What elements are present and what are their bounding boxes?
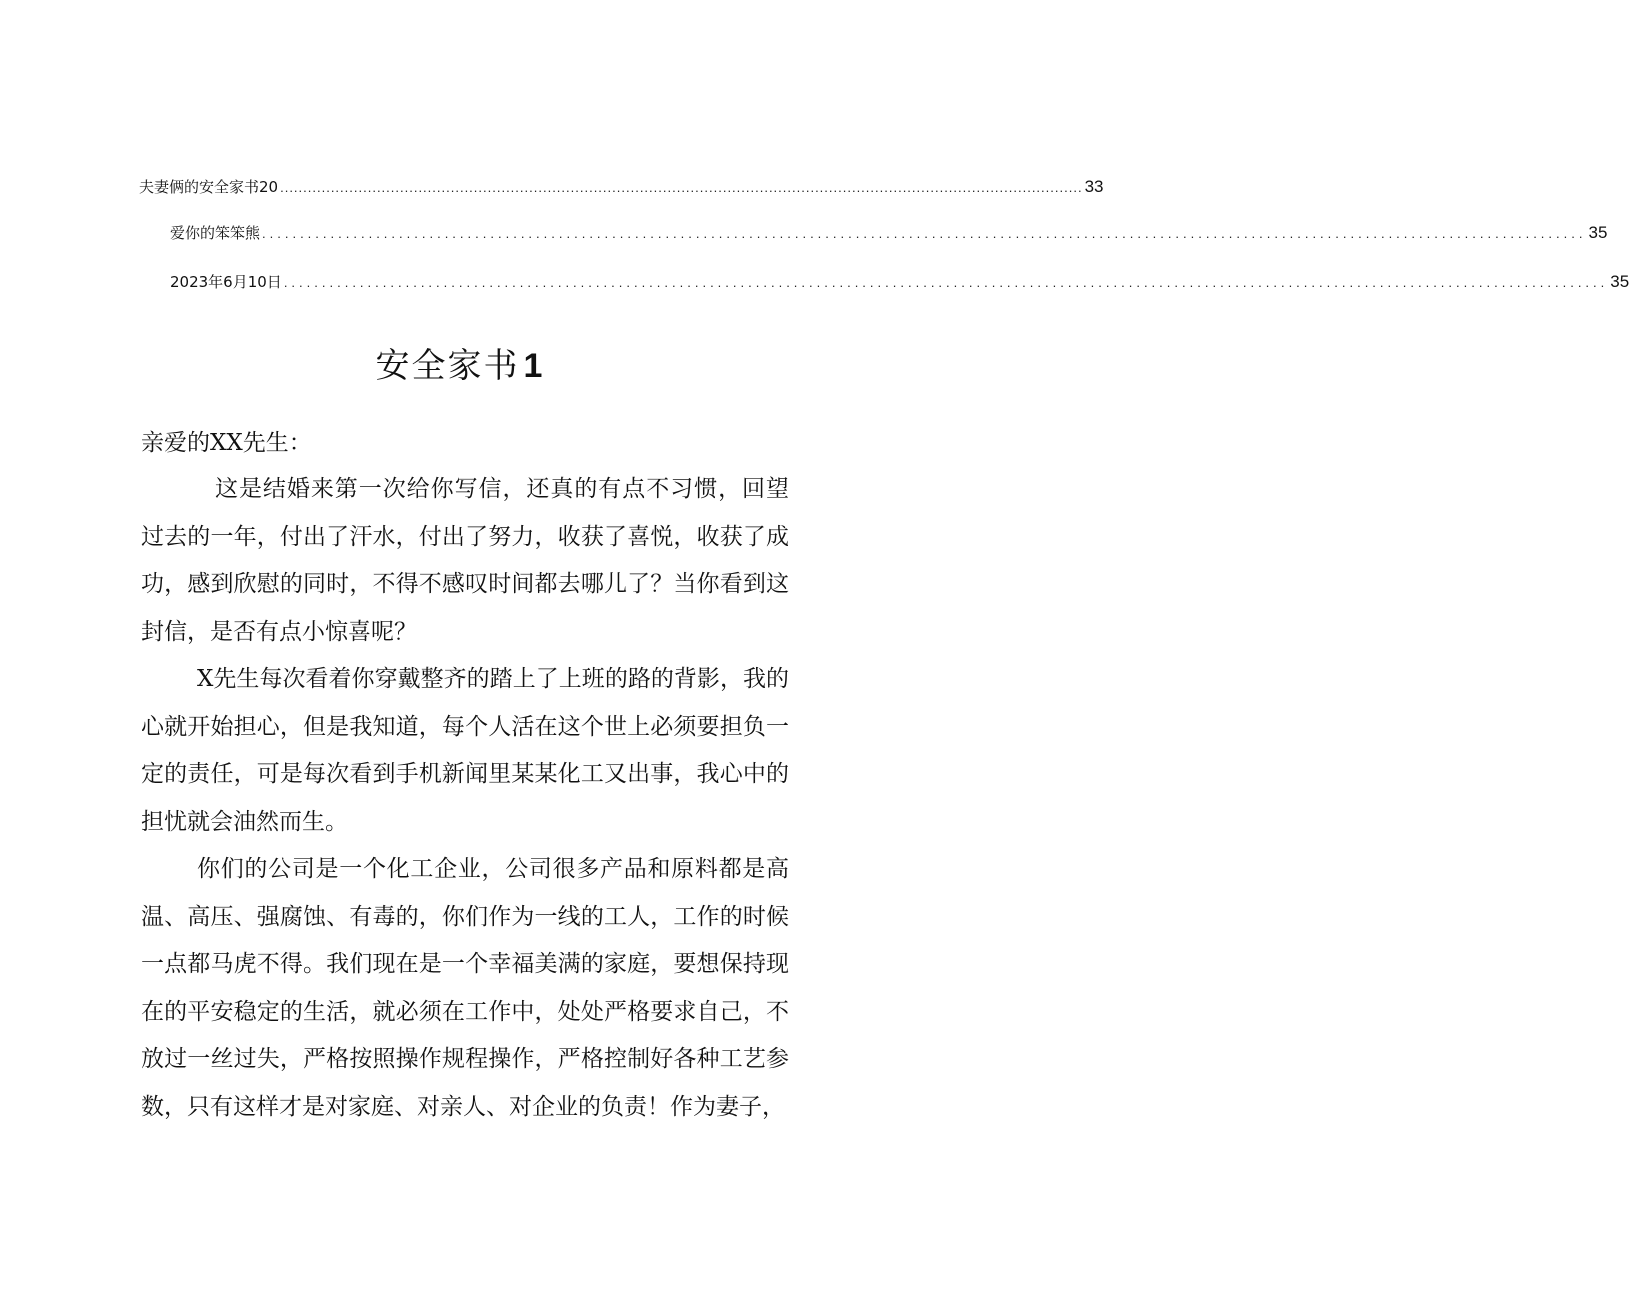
toc-leader-dots: ..............................................................................................................................................................................	[283, 275, 1609, 290]
toc-entry-page: 35	[1588, 223, 1608, 242]
toc-entry-label: 爱你的笨笨熊	[170, 224, 261, 242]
page-title	[0, 338, 920, 387]
title-text: 安全家书	[375, 346, 520, 386]
toc-entry-page: 33	[1084, 177, 1104, 196]
toc-leader-dots: ..............................................................................................................................................................................	[280, 180, 1083, 195]
letter-salutation: 亲爱的XX先生：	[141, 430, 312, 456]
letter-paragraph: 这是结婚来第一次给你写信，还真的有点不习惯，回望过去的一年，付出了汗水，付出了努力，收获了喜悦，收获了成功，感到欣慰的同时，不得不感叹时间都去哪儿了？当你看到这封信，是否有点小惊喜呢？	[141, 476, 789, 645]
toc-entry-label: 2023年6月10日	[170, 273, 282, 291]
toc-entry-page: 35	[1610, 272, 1629, 291]
title-number: 1	[523, 347, 545, 385]
toc-entry-label: 夫妻俩的安全家书20	[139, 178, 279, 196]
letter-paragraph: X先生每次看着你穿戴整齐的踏上了上班的路的背影，我的心就开始担心，但是我知道，每个人活在这个世上必须要担负一定的责任，可是每次看到手机新闻里某某化工又出事，我心中的担忧就会油然而生。	[141, 666, 789, 835]
letter-paragraph: 你们的公司是一个化工企业，公司很多产品和原料都是高温、高压、强腐蚀、有毒的，你们作为一线的工人，工作的时候一点都马虎不得。我们现在是一个幸福美满的家庭，要想保持现在的平安稳定的生活，就必须在工作中，处处严格要求自己，不放过一丝过失，严格按照操作规程操作，严格控制好各种工艺参数，只有这样才是对家庭、对亲人、对企业的负责！作为妻子，	[141, 856, 789, 1120]
toc-leader-dots: ..............................................................................................................................................................................	[262, 226, 1587, 241]
toc-entry[interactable]	[170, 222, 1608, 243]
toc-entry[interactable]	[139, 176, 1104, 197]
toc-entry[interactable]	[170, 271, 1629, 292]
